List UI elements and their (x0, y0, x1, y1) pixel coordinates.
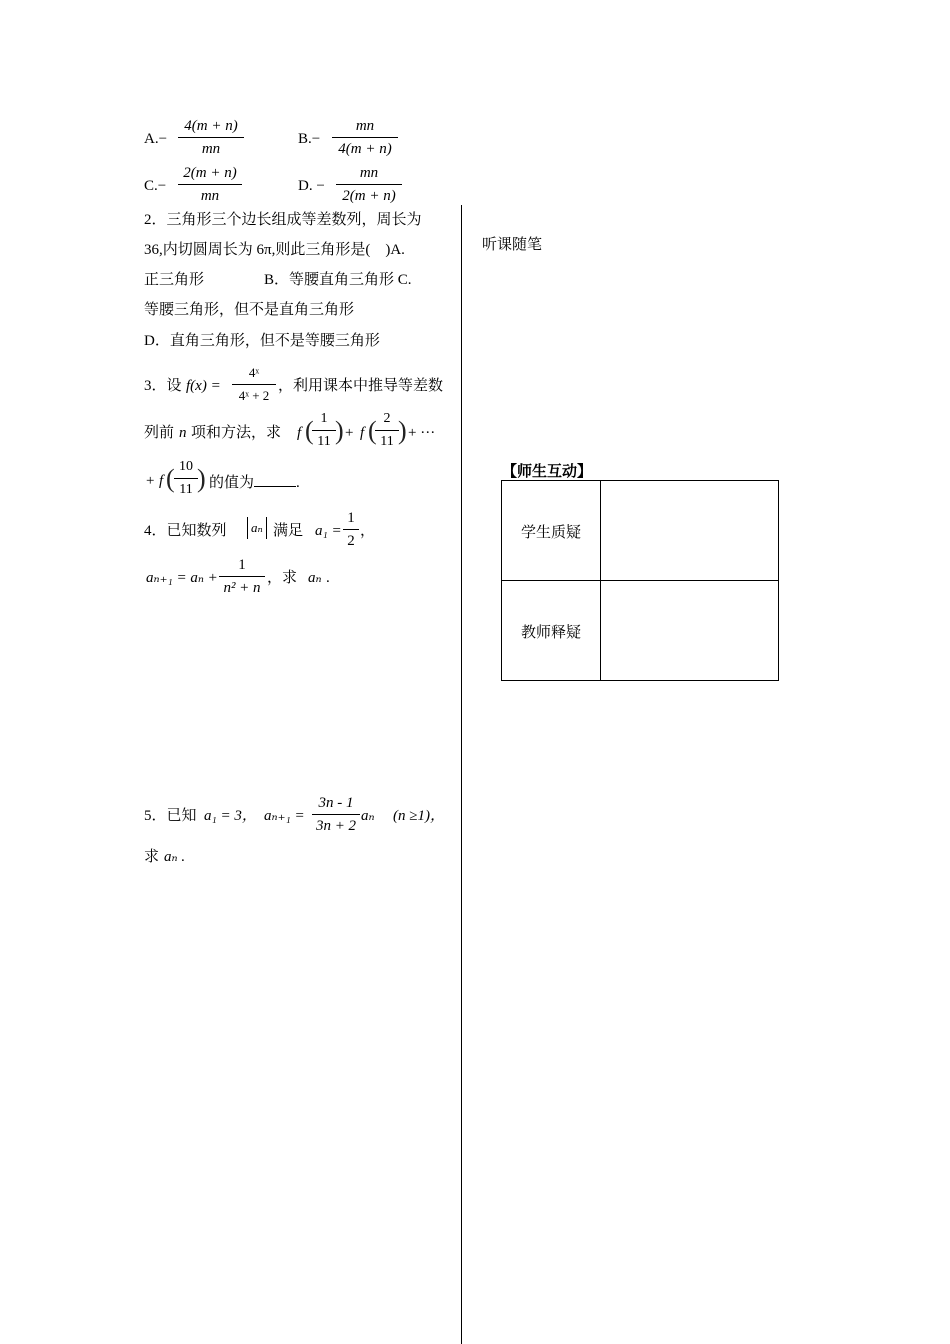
q1-c-numerator: 2(m + n) (183, 165, 237, 181)
q4-sequence: aₙ (247, 517, 267, 539)
q3-denominator: 4ˣ + 2 (238, 388, 270, 403)
q2-line-1: 2．三角形三个边长组成等差数列，周长为 (144, 212, 422, 228)
q1-option-d-fraction (336, 164, 402, 205)
q3-term-2 (375, 410, 399, 451)
q1-option-a-label: A.− (144, 131, 168, 147)
q3-f-3: f (159, 473, 164, 489)
q5-end: . (181, 849, 185, 865)
q3-line2-b: 项和方法，求 (191, 425, 282, 441)
q3-term-2-num: 2 (383, 411, 391, 426)
q3-term-3 (174, 458, 198, 499)
q3-end: . (296, 475, 300, 491)
q2-line-3: 正三角形 B．等腰直角三角形 C. (144, 272, 412, 288)
q3-plus-1: + (345, 425, 354, 441)
q3-suffix: ，利用课本中推导等差数 (278, 378, 444, 394)
q4-half (343, 509, 359, 550)
q3-paren-close-2: ) (398, 416, 407, 445)
q4-recurrence-lhs: aₙ₊₁ = aₙ + (146, 570, 218, 586)
q1-b-denominator: 4(m + n) (338, 141, 392, 157)
q5-den: 3n + 2 (315, 818, 357, 834)
q3-paren-open-3: ( (166, 464, 175, 493)
q3-answer-blank[interactable] (254, 472, 296, 487)
q3-term-2-den: 11 (380, 434, 394, 449)
notes-title: 听课随笔 (482, 237, 543, 253)
q5-ask-an: aₙ (164, 849, 178, 865)
q3-prefix: 3．设 (144, 378, 182, 394)
q3-paren-close-1: ) (335, 416, 344, 445)
q3-f-2: f (360, 425, 365, 441)
q3-paren-close-3: ) (197, 464, 206, 493)
q4-half-den: 2 (347, 533, 355, 549)
q1-option-c-label: C.− (144, 178, 167, 194)
q4-end: . (326, 570, 330, 586)
q4-prefix: 4．已知数列 (144, 523, 227, 539)
q5-ask: 求 (144, 849, 160, 865)
q2-line-2: 36,内切圆周长为 6π,则此三角形是( )A. (144, 242, 405, 258)
q1-c-denominator: mn (200, 188, 220, 204)
q3-f-1: f (297, 425, 302, 441)
q4-mid: 满足 (273, 523, 304, 539)
q3-line2-a: 列前 (144, 425, 175, 441)
q4-a1: a₁ = (315, 523, 342, 539)
q2-line-5: D．直角三角形，但不是等腰三角形 (144, 333, 380, 349)
interaction-table (501, 480, 779, 681)
student-questions-cell[interactable] (601, 481, 778, 580)
q3-tail (209, 472, 300, 493)
q4-half-num: 1 (347, 510, 355, 526)
q3-tail-text: 的值为 (209, 475, 255, 491)
q5-num: 3n - 1 (318, 795, 354, 811)
q3-term-3-num: 10 (179, 459, 193, 474)
q1-option-b-fraction (332, 117, 398, 158)
q5-fraction (312, 794, 360, 835)
teacher-answers-label: 教师释疑 (520, 625, 581, 641)
q3-plus-dots: + ··· (408, 425, 436, 441)
q5-an: aₙ (361, 808, 375, 824)
q3-fraction (232, 364, 276, 405)
q1-d-numerator: mn (359, 165, 379, 181)
q1-option-d-label: D. − (298, 178, 325, 194)
q1-a-denominator: mn (201, 141, 221, 157)
q5-recurrence: aₙ₊₁ = (264, 808, 305, 824)
q4-comma: ， (360, 523, 376, 539)
q3-term-1-num: 1 (320, 411, 328, 426)
column-divider (461, 205, 462, 1344)
q3-line2-n: n (179, 425, 187, 441)
q3-numerator: 4ˣ (248, 365, 260, 380)
q1-option-c-fraction (178, 164, 242, 205)
q4-rec-num: 1 (238, 557, 246, 573)
student-questions-label: 学生质疑 (520, 525, 581, 541)
q5-prefix: 5．已知 (144, 808, 197, 824)
q1-d-denominator: 2(m + n) (342, 188, 396, 204)
q1-a-numerator: 4(m + n) (184, 118, 238, 134)
q3-term-3-den: 11 (179, 482, 193, 497)
teacher-answers-cell[interactable] (601, 581, 778, 680)
q3-paren-open-1: ( (305, 416, 314, 445)
q4-ask: ，求 (267, 570, 298, 586)
q3-paren-open-2: ( (368, 416, 377, 445)
q4-rec-den: n² + n (223, 580, 261, 596)
q4-ask-an: aₙ (308, 570, 322, 586)
interaction-title: 【师生互动】 (502, 464, 593, 480)
q3-function: f(x) = (186, 378, 221, 394)
q2-line-4: 等腰三角形，但不是直角三角形 (144, 302, 355, 318)
q3-term-1 (312, 410, 336, 451)
q3-line3-plus: + (146, 473, 155, 489)
q5-condition: (n ≥1)， (393, 808, 445, 824)
q5-a1: a₁ = 3， (204, 808, 257, 824)
q3-term-1-den: 11 (317, 434, 331, 449)
q1-option-a-fraction (178, 117, 244, 158)
q4-recurrence-fraction (219, 556, 265, 597)
q1-option-b-label: B.− (298, 131, 321, 147)
q1-b-numerator: mn (355, 118, 375, 134)
